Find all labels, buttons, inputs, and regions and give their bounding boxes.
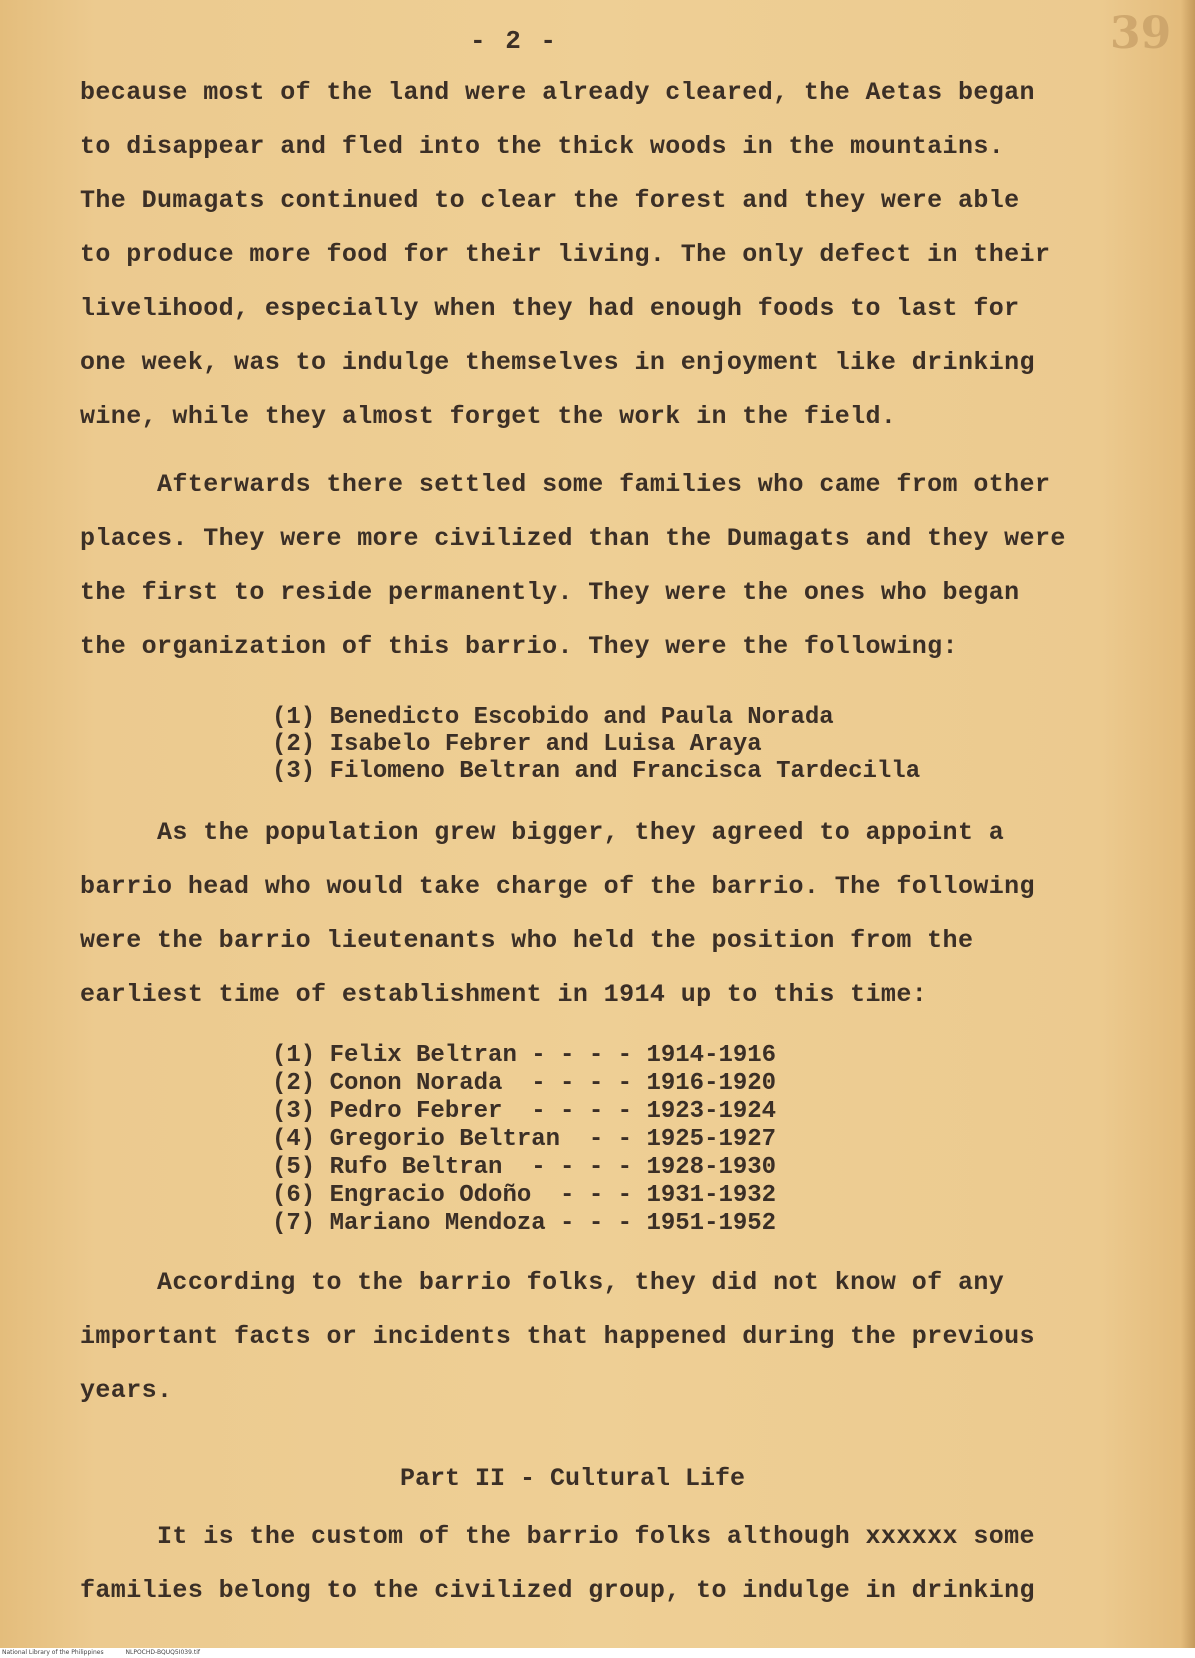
text-line: According to the barrio folks, they did not know of any bbox=[80, 1268, 1005, 1297]
text-line: earliest time of establishment in 1914 up to this time: bbox=[80, 980, 928, 1009]
text-line: The Dumagats continued to clear the forest and they were able bbox=[80, 186, 1020, 215]
text-line: the first to reside permanently. They were the ones who began bbox=[80, 578, 1020, 607]
family-list-item: (3) Filomeno Beltran and Francisca Tardecilla bbox=[272, 758, 921, 785]
text-line: It is the custom of the barrio folks although xxxxxx some bbox=[80, 1522, 1035, 1551]
text-line: places. They were more civilized than the Dumagats and they were bbox=[80, 524, 1066, 553]
text-line: As the population grew bigger, they agreed to appoint a bbox=[80, 818, 1005, 847]
text-line: livelihood, especially when they had enough foods to last for bbox=[80, 294, 1020, 323]
lieutenant-list-item: (2) Conon Norada - - - - 1916-1920 bbox=[272, 1070, 777, 1097]
footer-library: National Library of the Philippines bbox=[2, 1649, 104, 1656]
family-list-item: (1) Benedicto Escobido and Paula Norada bbox=[272, 704, 834, 731]
footer-file: NLPOCHD-BQUQ5I039.tif bbox=[125, 1649, 200, 1656]
text-line: barrio head who would take charge of the barrio. The following bbox=[80, 872, 1035, 901]
page-number: - 2 - bbox=[470, 26, 559, 56]
lieutenant-list-item: (1) Felix Beltran - - - - 1914-1916 bbox=[272, 1042, 777, 1069]
text-line: to produce more food for their living. The only defect in their bbox=[80, 240, 1051, 269]
page-edge-shadow bbox=[1181, 0, 1195, 1648]
section-heading: Part II - Cultural Life bbox=[400, 1464, 746, 1493]
text-line: to disappear and fled into the thick woods in the mountains. bbox=[80, 132, 1005, 161]
archive-page-number: 39 bbox=[1110, 8, 1172, 59]
family-list-item: (2) Isabelo Febrer and Luisa Araya bbox=[272, 731, 762, 758]
lieutenant-list-item: (7) Mariano Mendoza - - - 1951-1952 bbox=[272, 1210, 777, 1237]
text-line: Afterwards there settled some families who came from other bbox=[80, 470, 1051, 499]
text-line: were the barrio lieutenants who held the position from the bbox=[80, 926, 974, 955]
lieutenant-list-item: (5) Rufo Beltran - - - - 1928-1930 bbox=[272, 1154, 777, 1181]
lieutenant-list-item: (3) Pedro Febrer - - - - 1923-1924 bbox=[272, 1098, 777, 1125]
text-line: years. bbox=[80, 1376, 173, 1405]
scan-footer bbox=[0, 1648, 1195, 1658]
text-line: one week, was to indulge themselves in enjoyment like drinking bbox=[80, 348, 1035, 377]
text-line: families belong to the civilized group, to indulge in drinking bbox=[80, 1576, 1035, 1605]
lieutenant-list-item: (6) Engracio Odoño - - - 1931-1932 bbox=[272, 1182, 777, 1209]
text-line: the organization of this barrio. They were the following: bbox=[80, 632, 958, 661]
text-line: because most of the land were already cleared, the Aetas began bbox=[80, 78, 1035, 107]
lieutenant-list-item: (4) Gregorio Beltran - - 1925-1927 bbox=[272, 1126, 777, 1153]
text-line: wine, while they almost forget the work in the field. bbox=[80, 402, 897, 431]
text-line: important facts or incidents that happened during the previous bbox=[80, 1322, 1035, 1351]
